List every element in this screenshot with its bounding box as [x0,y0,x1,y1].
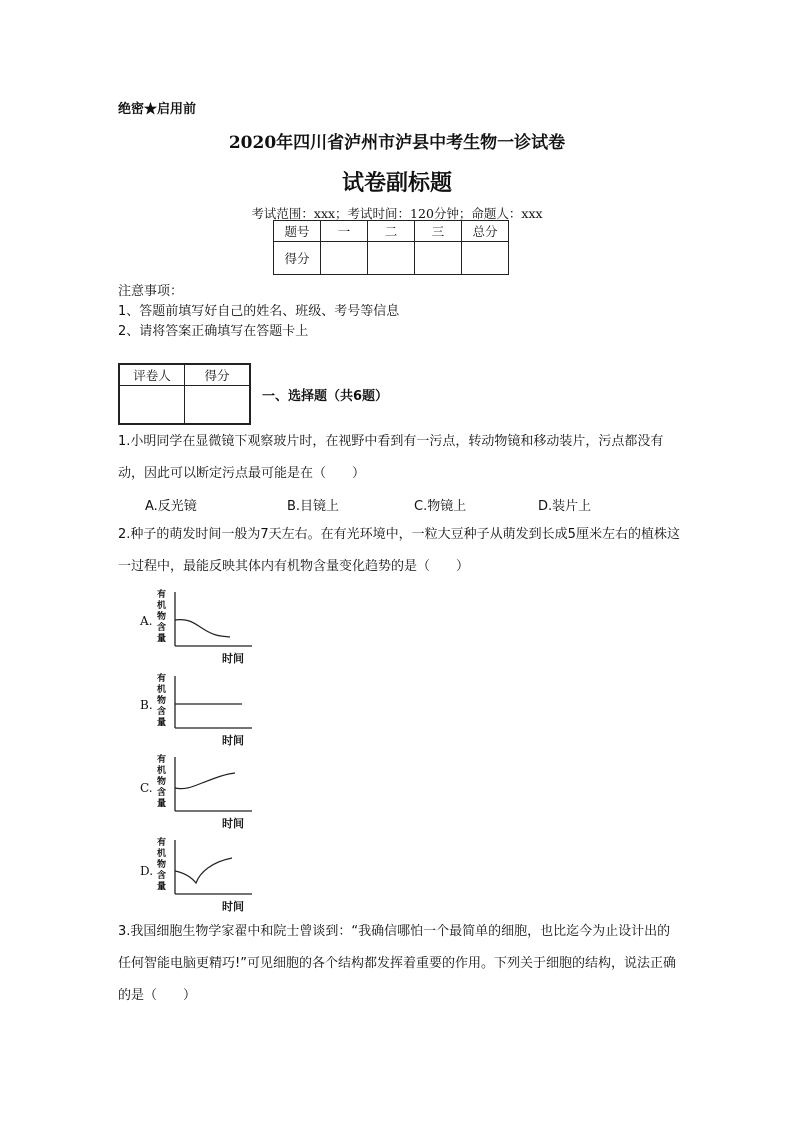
graph-b-label: B. [140,698,153,712]
confidential-label: 绝密★启用前 [118,102,197,117]
q2-graph-a[interactable] [140,588,270,666]
graph-y-label: 有机物含量 [157,838,167,892]
graph-x-label: 时间 [222,817,244,830]
score-header-cell: 题号 [274,221,321,242]
q2-graph-d[interactable] [140,836,270,914]
score-header-cell: 总分 [462,221,509,242]
notice-item: 2、请将答案正确填写在答题卡上 [118,324,309,339]
exam-subtitle: 试卷副标题 [341,170,452,196]
curve-decrease [175,620,230,637]
notice-item: 1、答题前填写好自己的姓名、班级、考号等信息 [118,304,400,319]
score-cell[interactable] [462,242,509,275]
score-header-cell: 二 [368,221,415,242]
graph-y-label: 有机物含量 [157,674,167,728]
grader-cell[interactable] [119,386,185,425]
graph-b-plot [140,672,270,750]
q2-graph-c[interactable] [140,753,270,831]
score-table [273,220,509,275]
graph-x-label: 时间 [222,900,244,913]
q1-option-d[interactable]: D.装片上 [538,499,592,514]
score-row-label: 得分 [274,242,321,275]
notice-heading: 注意事项： [118,284,184,299]
exam-meta: 考试范围：xxx；考试时间：120分钟；命题人：xxx [251,206,543,221]
notice [118,282,399,342]
graph-a-label: A. [140,614,153,628]
score-cell[interactable] [321,242,368,275]
graph-y-label: 有机物含量 [157,590,167,644]
q1-option-b[interactable]: B.目镜上 [287,499,340,514]
q2-graph-b[interactable] [140,672,270,750]
graph-y-label: 有机物含量 [157,755,167,809]
score-header-cell: 三 [415,221,462,242]
curve-increase [175,773,235,789]
grader-header: 评卷人 [119,364,185,386]
grader-header: 得分 [185,364,251,386]
curve-dip-then-rise [175,858,232,883]
score-cell[interactable] [368,242,415,275]
question-1-stem: 1.小明同学在显微镜下观察玻片时，在视野中看到有一污点，转动物镜和移动装片，污点都没有动，因此可以断定污点最可能是在（ ） [118,434,664,481]
q1-option-c[interactable]: C.物镜上 [414,499,467,514]
graph-d-label: D. [140,864,154,878]
graph-d-plot [140,836,270,914]
graph-a-plot [140,588,270,666]
section-title: 一、选择题（共6题） [262,389,389,404]
question-3-stem: 3.我国细胞生物学家翟中和院士曾谈到：“我确信哪怕一个最简单的细胞，也比迄今为止设计出的任何智能电脑更精巧!”可见细胞的各个结构都发挥着重要的作用。下列关于细胞的结构，说法正确的是（ ） [118,924,676,1003]
score-cell[interactable] [415,242,462,275]
graph-x-label: 时间 [222,652,244,665]
graph-c-label: C. [140,781,153,795]
q1-option-a[interactable]: A.反光镜 [145,499,197,514]
grader-cell[interactable] [185,386,251,425]
question-2-stem: 2.种子的萌发时间一般为7天左右。在有光环境中，一粒大豆种子从萌发到长成5厘米左右的植株这一过程中，最能反映其体内有机物含量变化趋势的是（ ） [118,527,680,574]
grader-table [118,363,251,425]
graph-c-plot [140,753,270,831]
exam-title: 2020年四川省泸州市泸县中考生物一诊试卷 [228,133,566,153]
graph-x-label: 时间 [222,734,244,747]
score-header-cell: 一 [321,221,368,242]
